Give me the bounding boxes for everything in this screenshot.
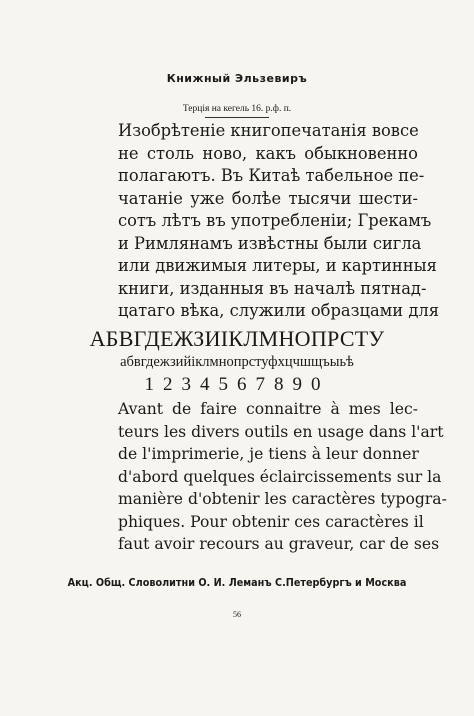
title-divider xyxy=(205,117,269,118)
text-line: или движимыя литеры, и картинныя xyxy=(118,256,437,275)
text-line: и Римлянамъ извѣстны были сигла xyxy=(118,233,422,253)
text-line: не столь ново, какъ обыкновенно xyxy=(118,143,418,163)
page-number: 56 xyxy=(233,610,241,619)
french-paragraph xyxy=(118,398,447,556)
text-line: чатаніе уже болѣе тысячи шести- xyxy=(118,188,418,208)
russian-paragraph xyxy=(118,120,439,323)
text-line: полагаютъ. Въ Китаѣ табельное пе- xyxy=(118,166,425,185)
text-line: цатаго вѣка, служили образцами для xyxy=(118,301,439,320)
text-line: phiques. Pour obtenir ces caractères il xyxy=(118,512,424,531)
text-line: Avant de faire connaitre à mes lec- xyxy=(118,400,418,418)
publisher-imprint: Акц. Общ. Словолитни О. И. Леманъ С.Петербургъ и Москва xyxy=(67,577,407,589)
text-line: de l'imprimerie, je tiens à leur donner xyxy=(118,445,419,463)
text-line: manière d'obtenir les caractères typogra- xyxy=(118,490,447,508)
uppercase-specimen: АБВГДЕЖЗИІКЛМНОПРСТУ xyxy=(89,326,385,351)
page-subtitle: Терція на кегель 16. р.ф. п. xyxy=(182,104,292,114)
lowercase-specimen: абвгдежзийiклмнопрстуфхцчшщъыьѣ xyxy=(120,354,354,370)
text-line: Изобрѣтеніе книгопечатанія вовсе xyxy=(118,121,419,140)
text-line: книги, изданныя въ началѣ пятнад- xyxy=(118,278,427,298)
page-title: Книжный Эльзевиръ xyxy=(166,72,308,85)
text-line: teurs les divers outils en usage dans l'art xyxy=(118,422,444,441)
digits-specimen: 1234567890 xyxy=(144,374,330,395)
text-line: сотъ лѣтъ въ употребленіи; Грекамъ xyxy=(118,211,432,230)
text-line: faut avoir recours au graveur, car de ses xyxy=(118,535,440,553)
text-line: d'abord quelques éclaircissements sur la xyxy=(118,467,442,486)
